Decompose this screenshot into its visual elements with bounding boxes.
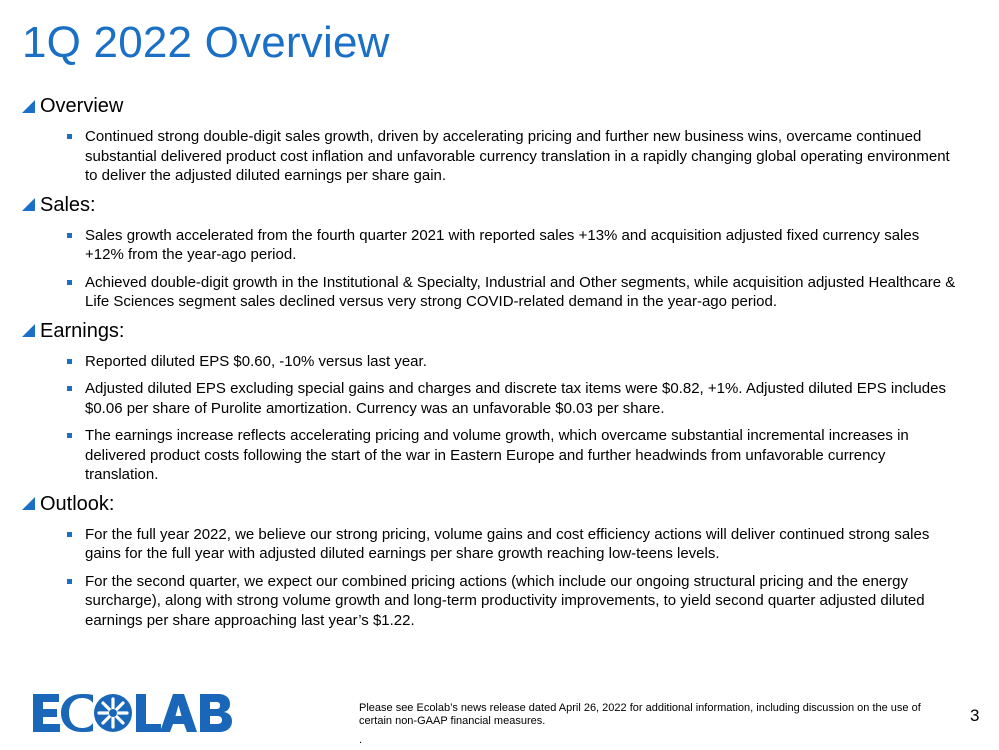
square-bullet-icon xyxy=(67,359,72,364)
square-bullet-icon xyxy=(67,532,72,537)
list-item: Sales growth accelerated from the fourth quarter 2021 with reported sales +13% and acquisition adjusted fixed currency sales +12% from the year-ago period. xyxy=(22,226,962,265)
section-heading-text: Outlook: xyxy=(40,492,115,515)
triangle-bullet-icon xyxy=(22,324,35,337)
list-item: Continued strong double-digit sales growth, driven by accelerating pricing and further new business wins, overcame continued substantial delivered product cost inflation and unfavorable currency translation in a rapidly changing global operating environment to deliver the adjusted diluted earnings per share gain. xyxy=(22,127,962,186)
bullet-list xyxy=(22,525,962,631)
square-bullet-icon xyxy=(67,280,72,285)
bullet-list xyxy=(22,226,962,312)
square-bullet-icon xyxy=(67,233,72,238)
section-sales xyxy=(22,192,962,312)
triangle-bullet-icon xyxy=(22,497,35,510)
list-item: For the second quarter, we expect our combined pricing actions (which include our ongoing structural pricing and the energy surcharge), along with strong volume growth and long-term productivity improvements, to yield second quarter adjusted diluted earnings per share approaching last year’s $1.22. xyxy=(22,572,962,631)
bullet-list xyxy=(22,127,962,186)
footnote-trailing: . xyxy=(359,734,363,746)
square-bullet-icon xyxy=(67,134,72,139)
list-item: The earnings increase reflects accelerating pricing and volume growth, which overcame substantial incremental increases in delivered product costs following the start of the war in Eastern Europe and further headwinds from unfavorable currency translation. xyxy=(22,426,962,485)
square-bullet-icon xyxy=(67,386,72,391)
page-number: 3 xyxy=(970,706,980,725)
footnote: Please see Ecolab’s news release dated April 26, 2022 for additional information, including discussion on the use of certain non-GAAP financial measures. xyxy=(359,702,921,727)
slide-title: 1Q 2022 Overview xyxy=(22,18,390,67)
section-outlook xyxy=(22,491,962,631)
square-bullet-icon xyxy=(67,579,72,584)
section-heading xyxy=(22,318,962,344)
section-overview xyxy=(22,93,962,186)
section-earnings xyxy=(22,318,962,485)
list-item: For the full year 2022, we believe our strong pricing, volume gains and cost efficiency actions will deliver continued strong sales gains for the full year with adjusted diluted earnings per share growth reaching low-teens levels. xyxy=(22,525,962,564)
list-item: Adjusted diluted EPS excluding special gains and charges and discrete tax items were $0.82, +1%. Adjusted diluted EPS includes $0.06 per share of Purolite amortization. Currency was an unfavorable $0.03 per share. xyxy=(22,379,962,418)
section-heading xyxy=(22,93,962,119)
ecolab-logo xyxy=(33,694,235,732)
section-heading-text: Earnings: xyxy=(40,319,125,342)
section-heading xyxy=(22,192,962,218)
section-heading-text: Sales: xyxy=(40,193,96,216)
bullet-list xyxy=(22,352,962,485)
list-item: Reported diluted EPS $0.60, -10% versus last year. xyxy=(22,352,962,372)
square-bullet-icon xyxy=(67,433,72,438)
slide-content xyxy=(22,93,962,630)
section-heading-text: Overview xyxy=(40,95,124,117)
triangle-bullet-icon xyxy=(22,198,35,211)
list-item: Achieved double-digit growth in the Institutional & Specialty, Industrial and Other segments, while acquisition adjusted Healthcare & Life Sciences segment sales declined versus very strong COVID-related demand in the year-ago period. xyxy=(22,273,962,312)
triangle-bullet-icon xyxy=(22,100,35,113)
section-heading xyxy=(22,491,962,517)
